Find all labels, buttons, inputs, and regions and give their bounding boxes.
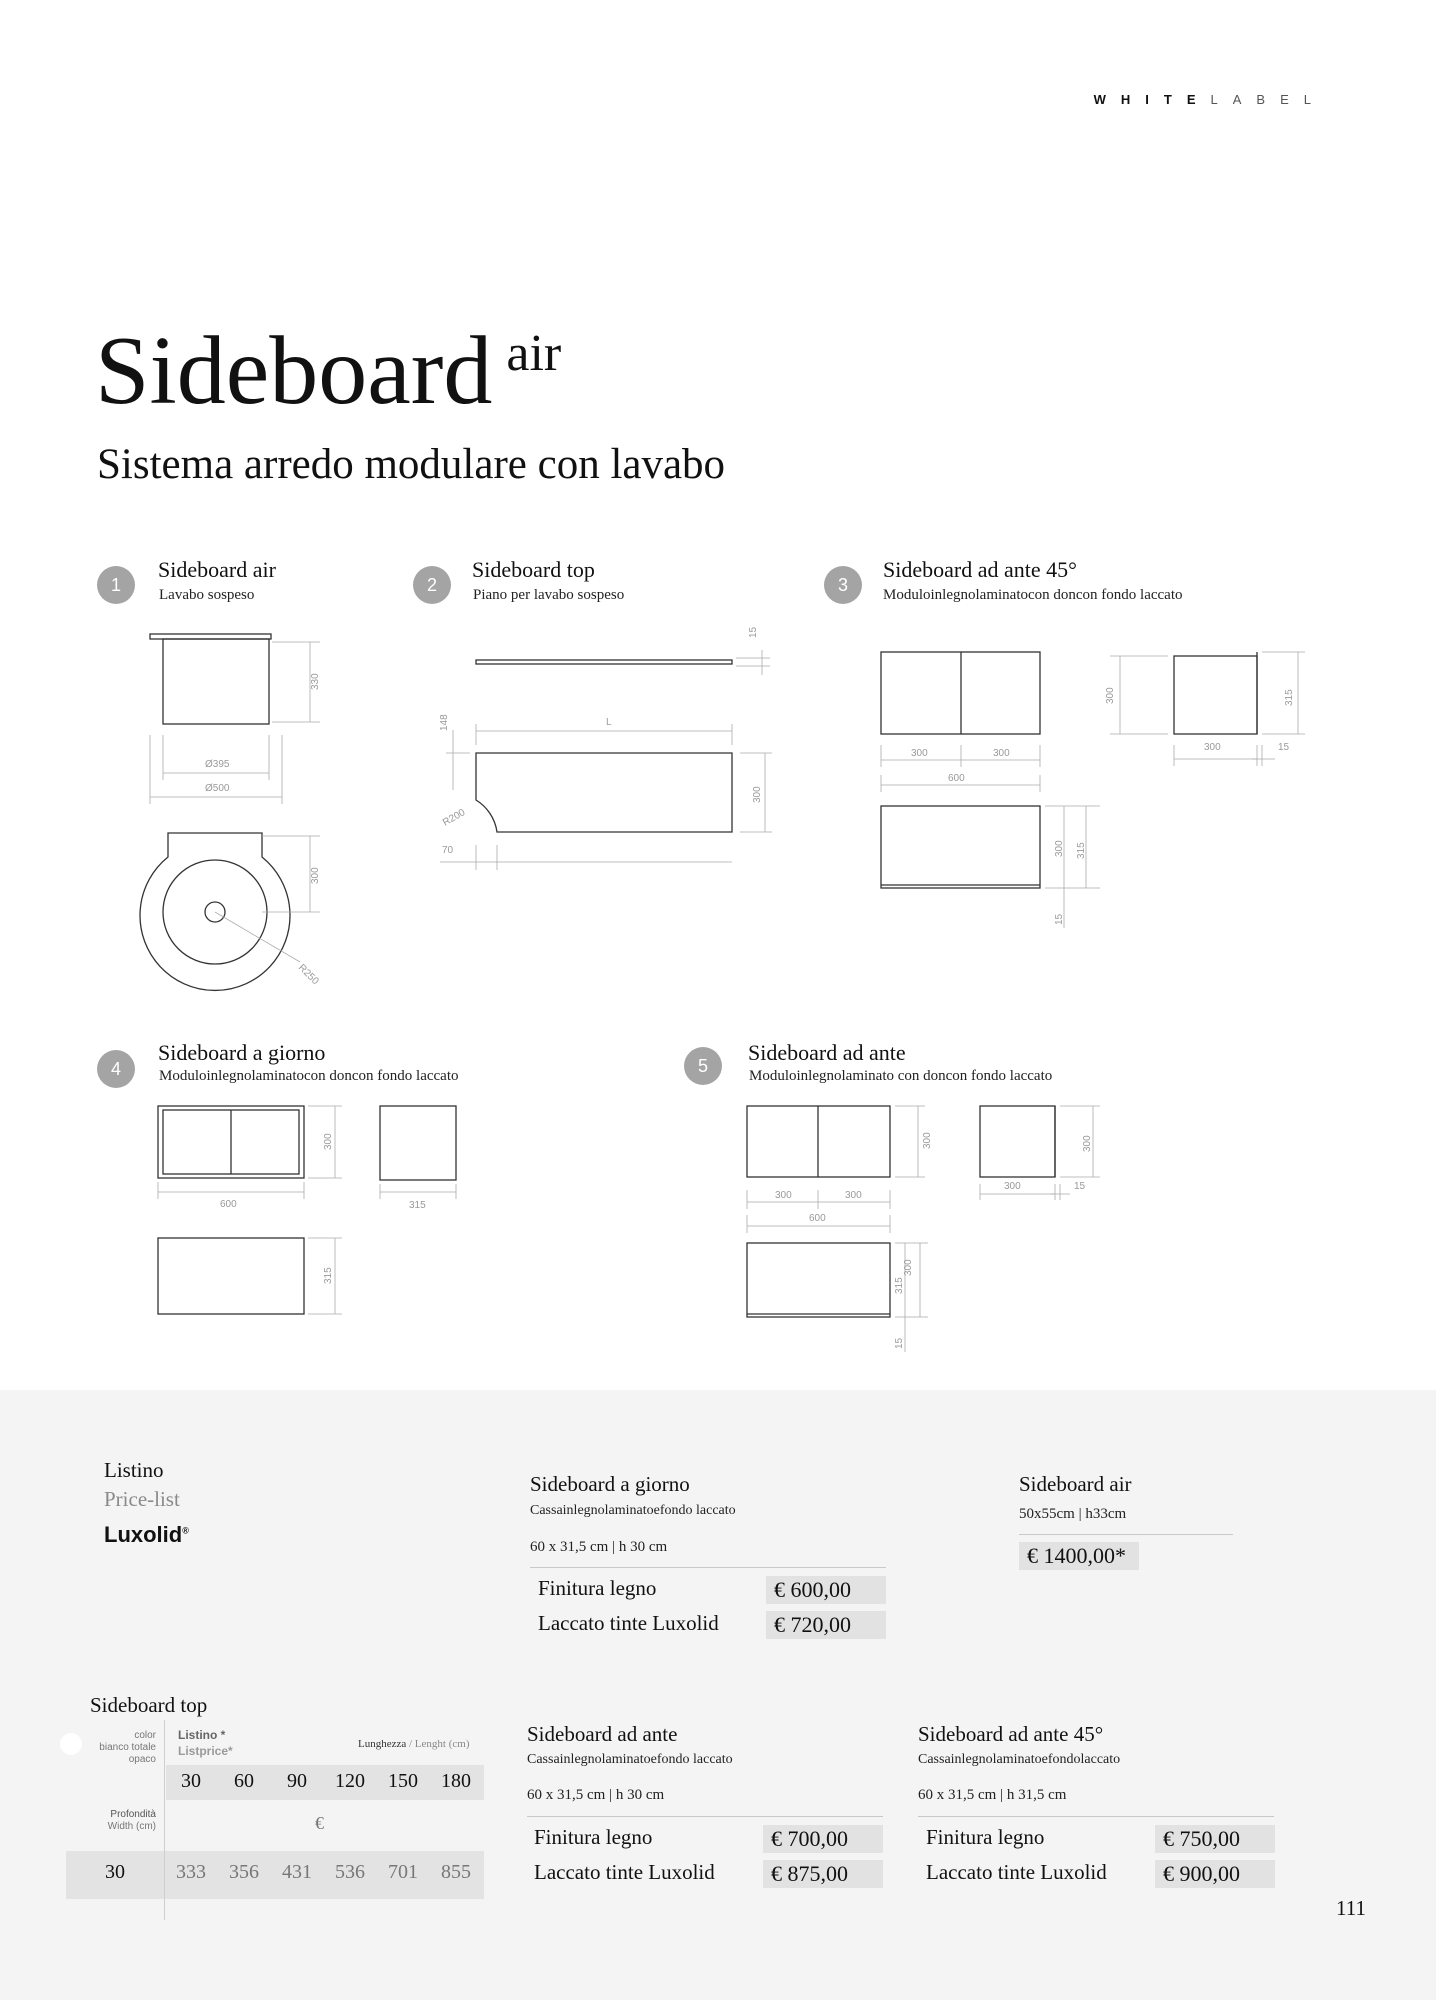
top-title: Sideboard top [90,1693,208,1717]
dim-15-d: 15 [1074,1181,1086,1192]
dim-600-a: 600 [948,773,965,784]
dim-300-j: 300 [845,1190,862,1201]
giorno-rule [530,1567,886,1568]
price-30: 333 [176,1861,206,1883]
brand-logo [1094,92,1326,107]
ante45-price-legno: € 750,00 [1155,1825,1275,1853]
dim-300-k: 300 [922,1132,933,1149]
section-subtitle-4: Moduloinlegnolaminatocon doncon fondo laccato [159,1068,459,1084]
dim-600-c: 600 [809,1213,826,1224]
dim-148: 148 [439,714,450,731]
table-divider [164,1720,165,1920]
ante-price-legno: € 700,00 [763,1825,883,1853]
ante-row-legno: Finitura legno [534,1825,653,1849]
dim-395: Ø395 [205,759,230,770]
lengths-header [166,1770,481,1793]
air-title: Sideboard air [1019,1472,1132,1496]
section-title-3: Sideboard ad ante 45° [883,557,1077,582]
dim-500: Ø500 [205,783,230,794]
length-120: 120 [335,1770,365,1792]
currency-symbol: € [315,1813,324,1833]
giorno-dimensions: 60 x 31,5 cm | h 30 cm [530,1539,668,1555]
dimension-lines [150,642,1305,1352]
section-title-5: Sideboard ad ante [748,1040,906,1065]
ante45-price-laccato: € 900,00 [1155,1860,1275,1888]
ante45-row-laccato: Laccato tinte Luxolid [926,1860,1107,1884]
lunghezza-it: Lunghezza [358,1738,407,1750]
dim-315-c: 315 [409,1200,426,1211]
width-label: Width (cm) [107,1821,156,1832]
ante-price-laccato: € 875,00 [763,1860,883,1888]
section-number-1: 1 [97,566,135,604]
ante45-title: Sideboard ad ante 45° [918,1722,1104,1746]
dim-15-a: 15 [748,626,759,638]
length-180: 180 [441,1770,471,1792]
lunghezza-label [358,1738,469,1750]
color-swatch-white [60,1733,82,1755]
brand-light: LABEL [1210,92,1326,107]
dim-600-b: 600 [220,1199,237,1210]
section-number-2: 2 [413,566,451,604]
color-label-1: color [134,1730,156,1741]
section-title-4: Sideboard a giorno [158,1040,326,1065]
color-label-2: bianco totale [99,1742,156,1753]
price-60: 356 [229,1861,259,1883]
section-subtitle-5: Moduloinlegnolaminato con doncon fondo laccato [749,1068,1053,1084]
profondita-label: Profondità [110,1809,156,1820]
dim-300-e: 300 [1105,687,1116,704]
length-150: 150 [388,1770,418,1792]
dim-15-b: 15 [1278,742,1290,753]
section-subtitle-3: Moduloinlegnolaminatocon doncon fondo laccato [883,587,1183,603]
ante-subtitle: Cassainlegnolaminatoefondo laccato [527,1752,733,1767]
luxolid-registered-mark: ® [182,1525,189,1536]
dim-315-a: 315 [1284,689,1295,706]
price-150: 701 [388,1861,418,1883]
ante-title: Sideboard ad ante [527,1722,678,1746]
ante45-row-legno: Finitura legno [926,1825,1045,1849]
section-title-1: Sideboard air [158,557,276,582]
dim-70: 70 [442,845,454,856]
section-number-5: 5 [684,1047,722,1085]
giorno-row-legno: Finitura legno [538,1576,657,1600]
depth-value: 30 [105,1861,125,1883]
dim-r200: R200 [441,807,468,829]
dim-300-n: 300 [903,1259,914,1276]
air-price: € 1400,00* [1019,1542,1139,1570]
dim-315-d: 315 [323,1267,334,1284]
dim-300-a: 300 [310,867,321,884]
air-dimensions: 50x55cm | h33cm [1019,1506,1127,1522]
dim-300-i: 300 [775,1190,792,1201]
dim-300-b: 300 [752,786,763,803]
length-60: 60 [234,1770,254,1792]
length-30: 30 [181,1770,201,1792]
ante45-dimensions: 60 x 31,5 cm | h 31,5 cm [918,1787,1067,1803]
giorno-price-laccato: € 720,00 [766,1611,886,1639]
dim-L: L [606,717,612,728]
section-number-4: 4 [97,1050,135,1088]
price-180: 855 [441,1861,471,1883]
giorno-price-legno: € 600,00 [766,1576,886,1604]
section-subtitle-2: Piano per lavabo sospeso [473,587,625,603]
length-90: 90 [287,1770,307,1792]
dim-330: 330 [310,673,321,690]
technical-drawings [0,600,1436,1360]
dim-300-g: 300 [1054,840,1065,857]
color-label-3: opaco [128,1754,156,1765]
depth-header [80,1809,156,1833]
luxolid-name: Luxolid [104,1522,183,1547]
title-sup: air [506,325,562,382]
dim-300-l: 300 [1082,1135,1093,1152]
ante45-rule [918,1816,1274,1817]
price-120: 536 [335,1861,365,1883]
color-label [86,1730,156,1766]
price-90: 431 [282,1861,312,1883]
listino-label: Listino [104,1458,164,1482]
section-subtitle-1: Lavabo sospeso [159,587,255,603]
ante-dimensions: 60 x 31,5 cm | h 30 cm [527,1787,665,1803]
dim-300-h: 300 [323,1133,334,1150]
page-title [95,317,562,425]
ante-rule [527,1816,883,1817]
title-main: Sideboard [95,317,493,425]
giorno-title: Sideboard a giorno [530,1472,690,1496]
dim-300-f: 300 [1204,742,1221,753]
dim-r250: R250 [295,962,321,988]
listprice-star: Listprice* [178,1744,233,1758]
section-title-2: Sideboard top [472,557,595,582]
dim-300-c: 300 [911,748,928,759]
ante45-subtitle: Cassainlegnolaminatoefondolaccato [918,1752,1121,1767]
dim-300-m: 300 [1004,1181,1021,1192]
page-subtitle: Sistema arredo modulare con lavabo [97,441,726,488]
prices-row [166,1861,481,1884]
ante-row-laccato: Laccato tinte Luxolid [534,1860,715,1884]
air-rule [1019,1534,1233,1535]
dim-15-c: 15 [1054,913,1065,925]
dim-15-e: 15 [894,1337,905,1349]
brand-bold: WHITE [1093,92,1211,107]
giorno-row-laccato: Laccato tinte Luxolid [538,1611,719,1635]
lunghezza-en: / Lenght (cm) [409,1738,470,1750]
dim-315-e: 315 [894,1277,905,1294]
section-number-3: 3 [824,566,862,604]
dimension-labels [205,626,1295,1349]
dim-300-d: 300 [993,748,1010,759]
giorno-subtitle: Cassainlegnolaminatoefondo laccato [530,1503,736,1518]
page-number: 111 [1336,1896,1366,1920]
dim-315-b: 315 [1076,842,1087,859]
listino-star: Listino * [178,1728,226,1742]
luxolid-logo [104,1522,189,1548]
price-list-panel [0,1390,1436,2000]
price-list-label: Price-list [104,1487,180,1511]
